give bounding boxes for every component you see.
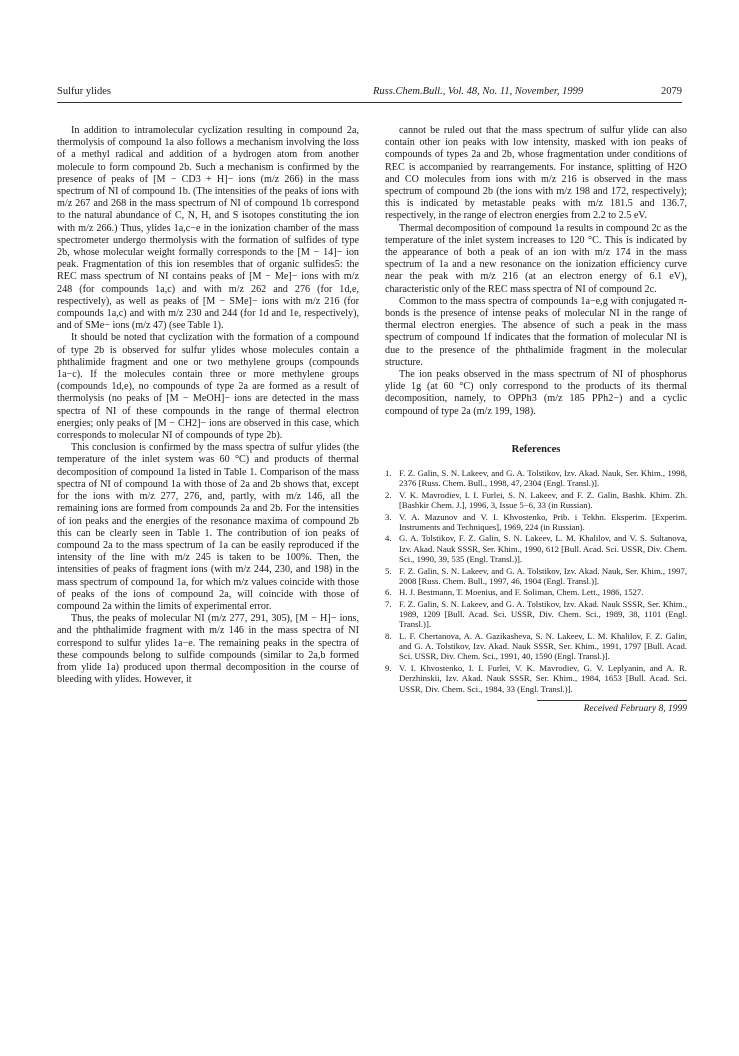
reference-text: V. I. Khvostenko, I. I. Furlei, V. K. Mavrodiev, G. V. Leplyanin, and A. R. Derzhinskii, Izv. Akad. Nauk SSSR, Ser. Khim., 1984, 1653 [Bull. Acad. Sci. USSR, Div. Chem. Sci., 1984, 33 (Engl. Transl.)]. [399, 662, 687, 694]
reference-item [385, 663, 687, 694]
journal-citation: Russ.Chem.Bull., Vol. 48, No. 11, November, 1999 [373, 86, 584, 97]
reference-number: 7. [385, 598, 392, 609]
paragraph: Thermal decomposition of compound 1a results in compound 2c as the temperature of the inlet system increases to 120 °C. This is indicated by the appearance of both a peak of an ion with m/z 174 in the mass spectrum of 1a and a new resonance on the ionization efficiency curve near the peak with m/z 216 (at an electron energy of 6.1 eV), characteristic only of the REC mass spectra of NI of compound 2c. [385, 222, 687, 295]
paragraph: cannot be ruled out that the mass spectrum of sulfur ylide can also contain other ion peaks with low intensity, masked with ion peaks of compounds of types 2a and 2b, whose fragmentation under conditions of REC is accompanied by rearrangements. For instance, splitting of H2O and CO molecules from ions with m/z 216 is observed in the mass spectrum of compound 2b (the ions with m/z 198 and 172, respectively); this is indicated by metastable peaks with m/z 181.5 and 136.7, respectively, in the range of electron energies from 2.2 to 2.5 eV. [385, 125, 687, 222]
references-heading: References [511, 443, 561, 455]
running-header [57, 86, 682, 103]
reference-text: F. Z. Galin, S. N. Lakeev, and G. A. Tolstikov, Izv. Akad. Nauk SSSR, Ser. Khim., 1989, 1209 [Bull. Acad. Sci. USSR, Div. Chem. Sci., 1989, 38, 1101 (Engl. Transl.)]. [399, 598, 687, 630]
reference-item [385, 599, 687, 630]
reference-text: V. K. Mavrodiev, I. I. Furlei, S. N. Lakeev, and F. Z. Galin, Bashk. Khim. Zh. [Bashkir Chem. J.], 1996, 3, Issue 5−6, 33 (in Russian). [399, 489, 687, 511]
paragraph: Thus, the peaks of molecular NI (m/z 277, 291, 305), [M − H]− ions, and the phthalimide fragment with m/z 146 in the mass spectra of NI correspond to sulfur ylides 1a−e. The remaining peaks in the spectra of these compounds belong to sulfide compounds (similar to 2a,b formed from ylide 1a) produced upon thermal decomposition in the course of bleeding with ylides. However, it [57, 613, 359, 686]
reference-number: 1. [385, 468, 392, 479]
reference-item [385, 566, 687, 587]
reference-number: 8. [385, 630, 392, 641]
paragraph: This conclusion is confirmed by the mass spectra of sulfur ylides (the temperature of the inlet system was 60 °C) and products of thermal decomposition of compound 1a listed in Table 1. Comparison of the mass spectra of NI of compound 1a with those of 2a and 2b shows that, except for the ions with m/z 277, 276, and, partly, with m/z 146, all the remaining ions are formed from compounds 2a and 2b. For the intensities of ion peaks and the energies of the resonance maxima of compound 2b this can be clearly seen in Table 1. The contribution of ion peaks of compound 2a to the mass spectrum of 1a can be easily reproduced if the intensity of the line with m/z 245 is taken to be 100%. Then, the intensities of peaks of fragment ions (with m/z 244, 230, and 198) in the mass spectrum of compound 1a, for which m/z values coincide with those of peaks of the ions of compound 2a, will coincide with those of compound 2a within the limits of experimental error. [57, 442, 359, 612]
reference-number: 4. [385, 533, 392, 544]
received-date: Received February 8, 1999 [537, 700, 687, 715]
reference-item [385, 490, 687, 511]
reference-text: H. J. Bestmann, T. Moenius, and F. Soliman, Chem. Lett., 1986, 1527. [399, 587, 644, 598]
reference-number: 3. [385, 511, 392, 522]
reference-number: 2. [385, 489, 392, 500]
page-number: 2079 [661, 86, 682, 97]
reference-text: F. Z. Galin, S. N. Lakeev, and G. A. Tolstikov, Izv. Akad. Nauk, Ser. Khim., 1997, 2008 [Russ. Chem. Bull., 1997, 46, 1904 (Engl. Transl.)]. [399, 565, 687, 586]
right-column [385, 125, 687, 715]
reference-text: V. A. Mazunov and V. I. Khvostenko, Prib. i Tekhn. Eksperim. [Experim. Instruments and Techniques], 1969, 224 (in Russian). [399, 511, 687, 532]
reference-number: 9. [385, 662, 392, 673]
reference-number: 6. [385, 587, 392, 598]
reference-item [385, 631, 687, 662]
paragraph: Common to the mass spectra of compounds 1a−e,g with conjugated π-bonds is the presence of intense peaks of molecular NI in the range of thermal electron energies. The absence of such a peak in the mass spectrum of compound 1f indicates that the formation of molecular NI is due to the presence of the phthalimide fragment in the molecular structure. [385, 295, 687, 368]
running-title: Sulfur ylides [57, 86, 111, 97]
paragraph: In addition to intramolecular cyclization resulting in compound 2a, thermolysis of compound 1a also follows a mechanism involving the loss of a methyl radical and addition of a hydrogen atom from another molecule to form compound 2b. Such a mechanism is confirmed by the presence of peaks of [M − CD3 + H]− ions (m/z 266) in the mass spectrum of NI of compound 1b. (The intensities of the peaks of ions with m/z 267 and 268 in the mass spectrum of NI of compound 1b correspond to the natural abundance of C, N, H, and S isotopes constituting the ion with m/z 266.) Thus, ylides 1a,c−e in the ionization chamber of the mass spectrometer undergo thermolysis with the formation of sulfides of type 2b, whose molecular weight formally corresponds to the [M − 14]− ion peak. Fragmentation of this ion resembles that of organic sulfides5: the REC mass spectrum of NI contains peaks of [M − Me]− ions with m/z 248 (for compounds 1a,c) and with m/z 262 and 276 (for 1d,e, respectively), as well as peaks of [M − SMe]− ions with m/z 216 (for compounds 1a,c) and with m/z 230 and 244 (for 1d and 1e, respectively), and of SMe− ions (m/z 47) (see Table 1). [57, 125, 359, 332]
reference-item [385, 512, 687, 533]
reference-text: L. F. Chertanova, A. A. Gazikasheva, S. N. Lakeev, L. M. Khalilov, F. Z. Galin, and G. A. Tolstikov, Izv. Akad. Nauk SSSR, Ser. Khim., 1991, 1797 [Bull. Acad. Sci. USSR, Div. Chem. Sci., 1991, 40, 1590 (Engl. Transl.)]. [399, 630, 687, 662]
reference-number: 5. [385, 565, 392, 576]
reference-text: G. A. Tolstikov, F. Z. Galin, S. N. Lakeev, L. M. Khalilov, and V. S. Sultanova, Izv. Akad. Nauk SSSR, Ser. Khim., 1990, 612 [Bull. Acad. Sci. USSR, Div. Chem. Sci., 1990, 39, 535 (Engl. Transl.)]. [399, 533, 687, 565]
reference-item [385, 533, 687, 564]
references-list [385, 468, 687, 694]
paragraph: The ion peaks observed in the mass spectrum of NI of phosphorus ylide 1g (at 60 °C) only correspond to the products of its thermal decomposition, namely, to OPPh3 (m/z 185 PPh2−) and a cyclic compound of type 2a (m/z 199, 198). [385, 369, 687, 417]
paragraph: It should be noted that cyclization with the formation of a compound of type 2b is observed for sulfur ylides whose molecules contain a phthalimide fragment and one or two methylene groups (compounds 1a−c). If the molecules contain three or more methylene groups (compounds 1d,e), no compounds of type 2a are formed as a result of thermolysis (no peaks of [M − MeOH]− ions are detected in the mass spectra of NI of these compounds in the range of thermal electron energies; only peaks of [M − CH2]− ions are observed in this case, which corresponds to molecular NI of compounds of type 2b). [57, 332, 359, 442]
reference-item [385, 468, 687, 489]
left-column [57, 125, 359, 686]
reference-text: F. Z. Galin, S. N. Lakeev, and G. A. Tolstikov, Izv. Akad. Nauk, Ser. Khim., 1998, 2376 [Russ. Chem. Bull., 1998, 47, 2304 (Engl. Transl.)]. [399, 468, 687, 489]
reference-item [385, 587, 687, 597]
